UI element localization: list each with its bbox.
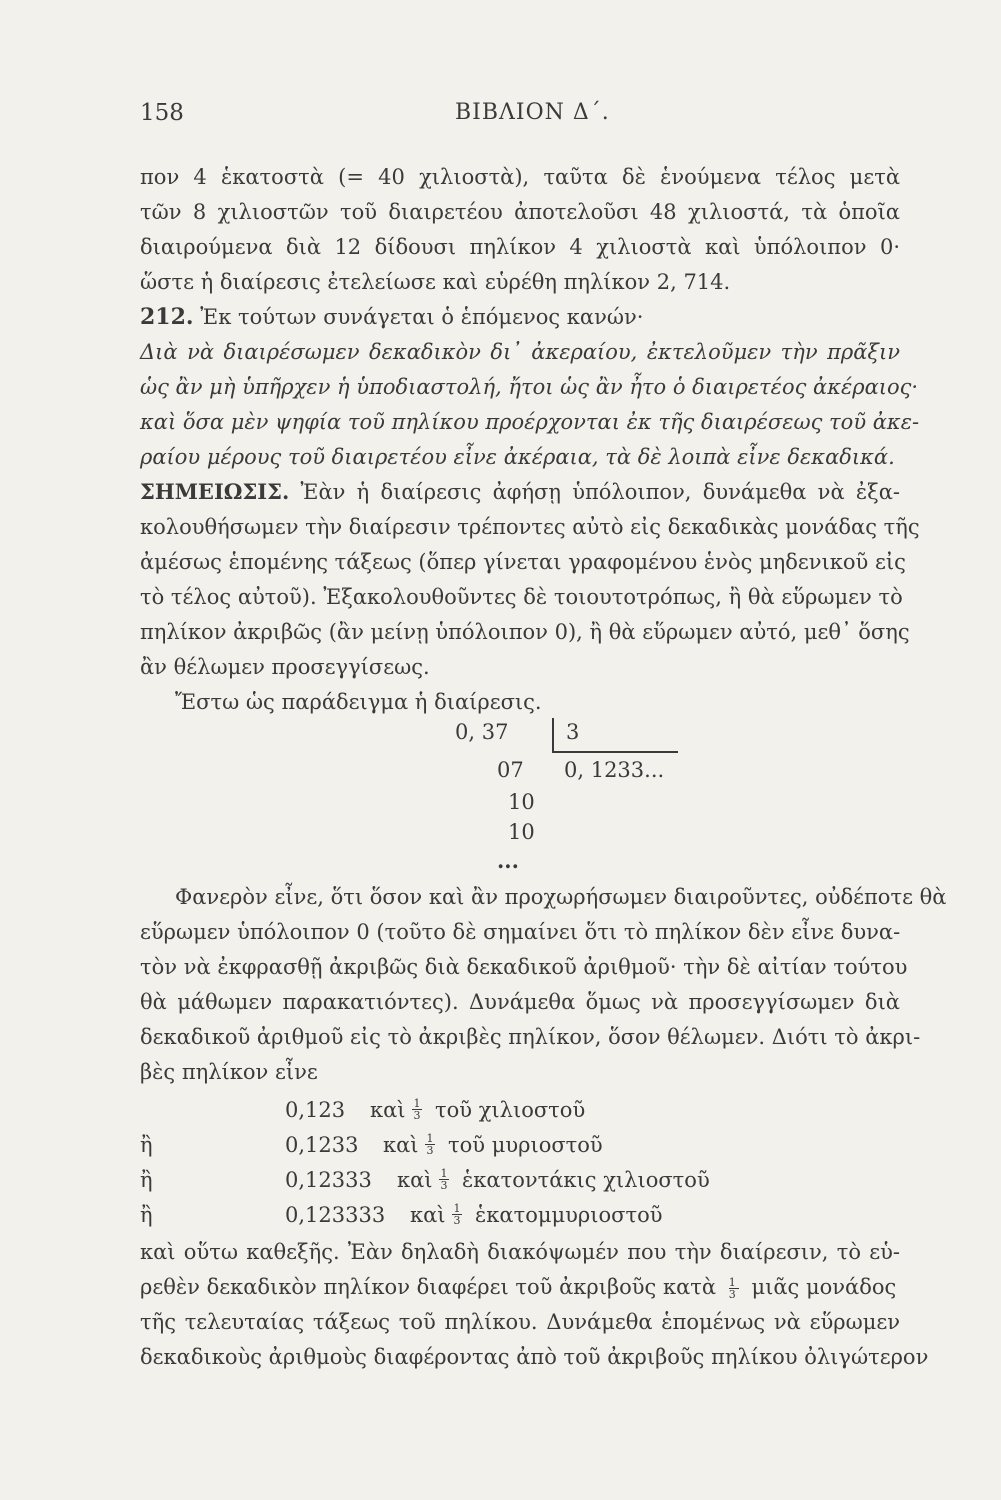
fraction (412, 1098, 422, 1121)
fraction (425, 1133, 435, 1156)
remainder-3: 10 (508, 820, 535, 844)
text-line: καὶ οὕτω καθεξῆς. Ἐὰν δηλαδὴ διακόψωμέν που τὴν διαίρεσιν, τὸ εὑ- (140, 1240, 900, 1264)
equality-conj: καὶ (370, 1098, 406, 1122)
text-line: τῶν 8 χιλιοστῶν τοῦ διαιρετέου ἀποτελοῦσι 48 χιλιοστά, τὰ ὁποῖα (140, 200, 900, 224)
remark-first: Ἐὰν ἡ διαίρεσις ἀφήσῃ ὑπόλοιπον, δυνάμεθα νὰ ἐξα- (300, 480, 900, 504)
text-line: δεκαδικοὺς ἀριθμοὺς διαφέροντας ἀπὸ τοῦ ἀκριβοῦς πηλίκου ὀλιγώτερον (140, 1345, 929, 1369)
equality-conj: καὶ (397, 1168, 433, 1192)
section-line (140, 303, 900, 331)
fraction-numerator: 1 (453, 1202, 461, 1215)
fraction-denominator: 3 (426, 1144, 434, 1157)
fraction-denominator: 3 (728, 1288, 736, 1301)
text-line: τῆς τελευταίας τάξεως τοῦ πηλίκου. Δυνάμεθα ἑπομένως νὰ εὕρωμεν (140, 1310, 900, 1334)
section-number: 212. (140, 304, 194, 330)
fraction (439, 1168, 449, 1191)
text-line: βὲς πηλίκον εἶνε (140, 1060, 318, 1084)
division-bar-vertical (552, 718, 554, 752)
page-number: 158 (140, 100, 184, 126)
fraction-denominator: 3 (413, 1109, 421, 1122)
dividend: 0, 37 (455, 720, 509, 744)
equality-row (0, 1168, 1001, 1196)
text-segment: ρεθὲν δεκαδικὸν πηλίκον διαφέρει τοῦ ἀκριβοῦς κατὰ (140, 1275, 717, 1299)
remark-line: ἂν θέλωμεν προσεγγίσεως. (140, 655, 430, 679)
text-line: διαιρούμενα διὰ 12 δίδουσι πηλίκον 4 χιλιοστὰ καὶ ὑπόλοιπον 0· (140, 235, 900, 259)
remark-line (140, 478, 900, 506)
equality-conj: καὶ (383, 1133, 419, 1157)
continuation-dots: ... (497, 848, 519, 873)
equality-value: 0,12333 (285, 1168, 372, 1192)
text-line: Φανερὸν εἶνε, ὅτι ὅσον καὶ ἂν προχωρήσωμεν διαιροῦντες, οὐδέποτε θὰ (175, 885, 947, 909)
remark-label: ΣΗΜΕΙΩΣΙΣ. (140, 479, 290, 504)
fraction (452, 1203, 462, 1226)
division-bar-horizontal (552, 751, 678, 753)
text-line (140, 1273, 900, 1301)
running-title: ΒΙΒΛΙΟΝ Δ΄. (455, 100, 610, 125)
equality-prefix: ἢ (140, 1133, 153, 1157)
quotient: 0, 1233... (564, 758, 665, 782)
equality-unit: ἑκατοντάκις χιλιοστοῦ (462, 1168, 710, 1192)
rule-line: ραίου μέρους τοῦ διαιρετέου εἶνε ἀκέραια, τὰ δὲ λοιπὰ εἶνε δεκαδικά. (140, 445, 895, 469)
equality-prefix: ἢ (140, 1168, 153, 1192)
text-line: πον 4 ἑκατοστὰ (= 40 χιλιοστὰ), ταῦτα δὲ ἑνούμενα τέλος μετὰ (140, 165, 900, 189)
fraction-denominator: 3 (453, 1214, 461, 1227)
remark-line: πηλίκον ἀκριβῶς (ἂν μείνῃ ὑπόλοιπον 0), ἢ θὰ εὕρωμεν αὐτό, μεθ᾽ ὅσης (140, 620, 910, 644)
example-intro: Ἔστω ὡς παράδειγμα ἡ διαίρεσις. (175, 690, 542, 714)
text-line: εὕρωμεν ὑπόλοιπον 0 (τοῦτο δὲ σημαίνει ὅτι τὸ πηλίκον δὲν εἶνε δυνα- (140, 920, 901, 944)
equality-row (0, 1203, 1001, 1231)
equality-row (0, 1133, 1001, 1161)
remainder-1: 07 (497, 758, 524, 782)
equality-unit: τοῦ χιλιοστοῦ (435, 1098, 586, 1122)
page-header (0, 100, 1001, 130)
fraction-numerator: 1 (729, 1277, 739, 1289)
rule-line: Διὰ νὰ διαιρέσωμεν δεκαδικὸν δι᾽ ἀκεραίου, ἐκτελοῦμεν τὴν πρᾶξιν (140, 340, 900, 364)
rule-line: καὶ ὅσα μὲν ψηφία τοῦ πηλίκου προέρχονται ἐκ τῆς διαιρέσεως τοῦ ἀκε- (140, 410, 920, 434)
fraction-numerator: 1 (440, 1167, 448, 1180)
fraction-numerator: 1 (426, 1132, 434, 1145)
equality-value: 0,123333 (285, 1203, 386, 1227)
equality-value: 0,123 (285, 1098, 346, 1122)
text-line: θὰ μάθωμεν παρακατιόντες). Δυνάμεθα ὅμως νὰ προσεγγίσωμεν διὰ (140, 990, 900, 1014)
text-segment: μιᾶς μονάδος (751, 1275, 897, 1299)
remark-line: κολουθήσωμεν τὴν διαίρεσιν τρέποντες αὐτὸ εἰς δεκαδικὰς μονάδας τῆς (140, 515, 920, 539)
remainder-2: 10 (508, 790, 535, 814)
text-line: ὥστε ἡ διαίρεσις ἐτελείωσε καὶ εὑρέθη πηλίκον 2, 714. (140, 270, 731, 294)
remark-line: ἀμέσως ἑπομένης τάξεως (ὅπερ γίνεται γραφομένου ἑνὸς μηδενικοῦ εἰς (140, 550, 906, 574)
section-text: Ἐκ τούτων συνάγεται ὁ ἑπόμενος κανών· (200, 305, 644, 329)
fraction-denominator: 3 (440, 1179, 448, 1192)
text-line: τὸν νὰ ἐκφρασθῇ ἀκριβῶς διὰ δεκαδικοῦ ἀριθμοῦ· τὴν δὲ αἰτίαν τούτου (140, 955, 908, 979)
equality-value: 0,1233 (285, 1133, 359, 1157)
fraction-numerator: 1 (413, 1097, 421, 1110)
equality-prefix: ἢ (140, 1203, 153, 1227)
text-line: δεκαδικοῦ ἀριθμοῦ εἰς τὸ ἀκριβὲς πηλίκον, ὅσον θέλωμεν. Διότι τὸ ἀκρι- (140, 1025, 921, 1049)
equality-conj: καὶ (410, 1203, 446, 1227)
divisor: 3 (566, 720, 580, 744)
remark-line: τὸ τέλος αὐτοῦ). Ἐξακολουθοῦντες δὲ τοιουτοτρόπως, ἢ θὰ εὕρωμεν τὸ (140, 585, 903, 609)
fraction (729, 1277, 739, 1300)
equality-row (0, 1098, 1001, 1126)
rule-line: ὡς ἂν μὴ ὑπῆρχεν ἡ ὑποδιαστολή, ἤτοι ὡς ἂν ἦτο ὁ διαιρετέος ἀκέραιος· (140, 375, 919, 399)
equality-unit: τοῦ μυριοστοῦ (448, 1133, 603, 1157)
equality-unit: ἑκατομμυριοστοῦ (475, 1203, 663, 1227)
